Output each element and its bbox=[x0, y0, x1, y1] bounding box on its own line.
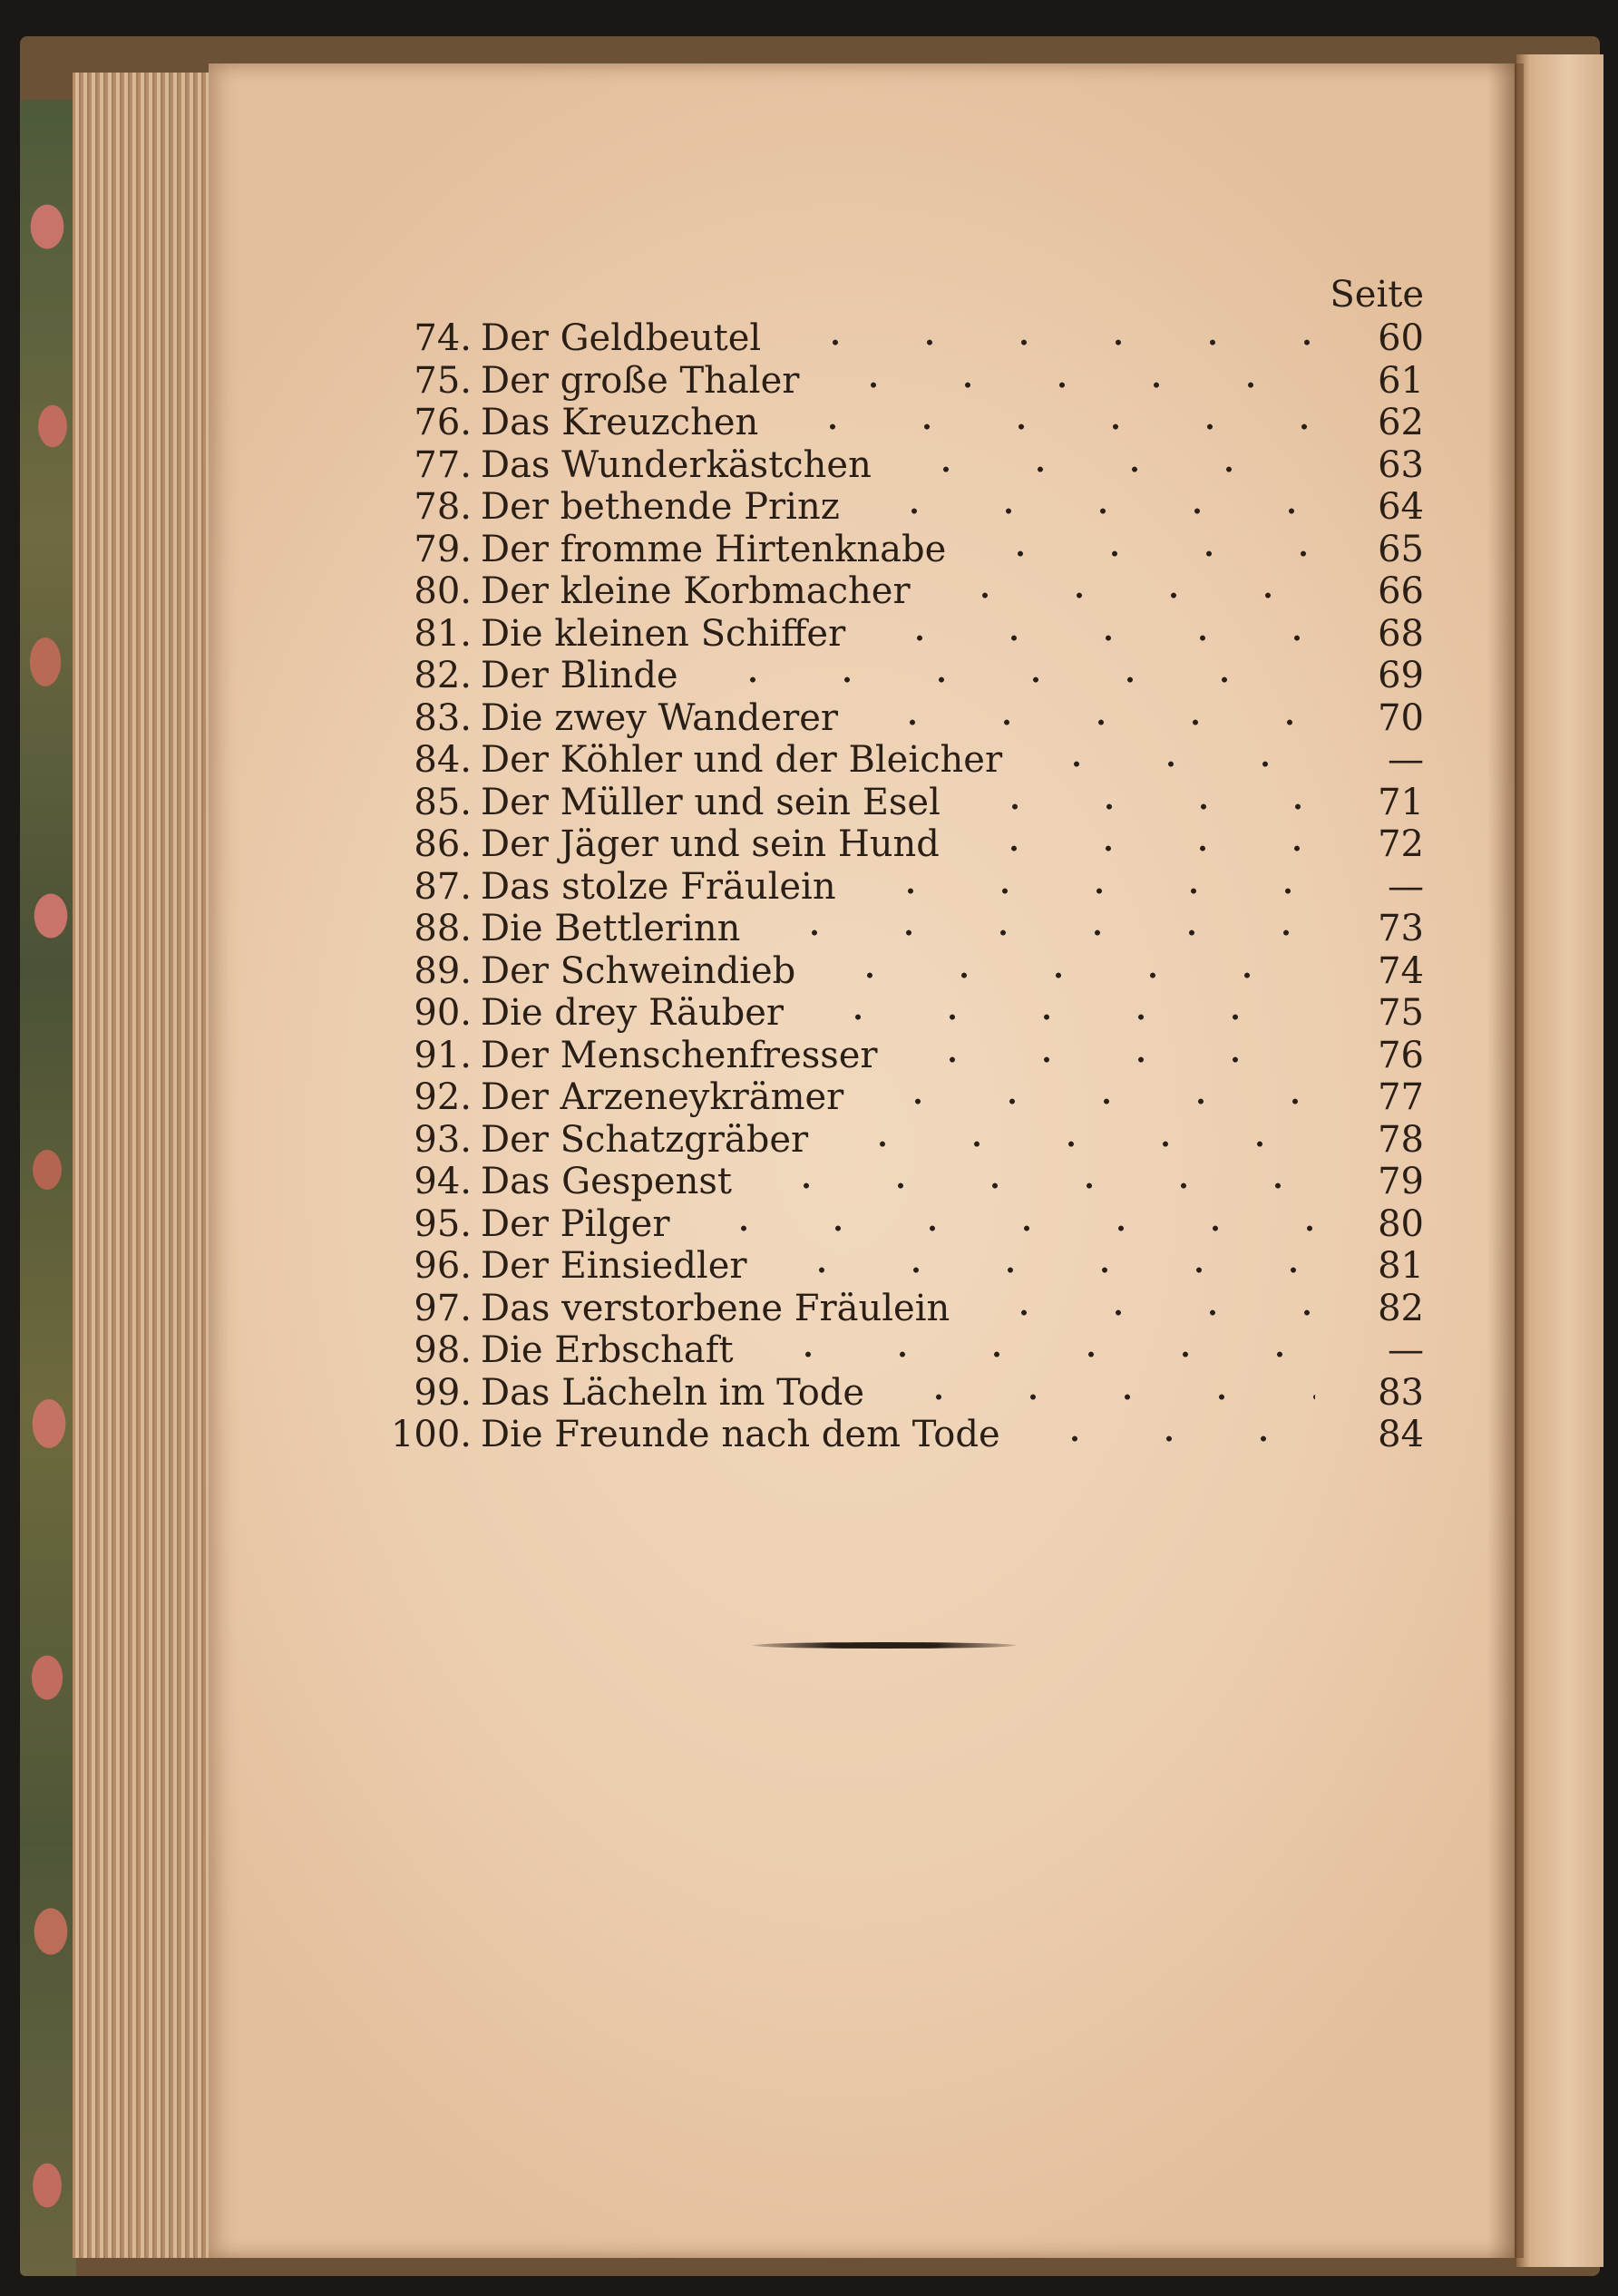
dot-leader bbox=[697, 1203, 1315, 1245]
dot-leader bbox=[1029, 739, 1315, 781]
entry-page-number: 77 bbox=[1378, 1076, 1424, 1118]
entry-title: Der große Thaler bbox=[481, 359, 800, 402]
dot-leader bbox=[767, 908, 1315, 949]
toc-entry bbox=[363, 1035, 1424, 1076]
entry-title: Das Gespenst bbox=[481, 1161, 732, 1202]
entry-page-number: — bbox=[1388, 865, 1424, 908]
entry-title: Das Lächeln im Tode bbox=[481, 1371, 865, 1414]
toc-entry bbox=[363, 1161, 1424, 1202]
entry-page-number: 62 bbox=[1378, 402, 1424, 443]
toc-entry bbox=[363, 1288, 1424, 1329]
toc-entry bbox=[363, 823, 1424, 865]
dot-leader bbox=[865, 697, 1315, 739]
entry-title: Die drey Räuber bbox=[481, 992, 785, 1034]
entry-page-number: 71 bbox=[1378, 781, 1424, 823]
entry-title: Der Menschenfresser bbox=[481, 1034, 878, 1076]
toc-entry bbox=[363, 655, 1424, 696]
entry-page-number: 80 bbox=[1378, 1202, 1424, 1245]
entry-title: Der kleine Korbmacher bbox=[481, 570, 911, 612]
entry-number: 81. bbox=[414, 612, 472, 655]
toc-entry bbox=[363, 1119, 1424, 1161]
dot-leader bbox=[977, 1288, 1315, 1329]
entry-page-number: 69 bbox=[1378, 655, 1424, 696]
entry-number: 97. bbox=[414, 1287, 472, 1329]
toc-entry bbox=[363, 402, 1424, 443]
entry-page-number: 61 bbox=[1378, 359, 1424, 402]
toc-entry bbox=[363, 444, 1424, 486]
toc-entry bbox=[363, 908, 1424, 949]
dot-leader bbox=[892, 1372, 1315, 1414]
toc-entry bbox=[363, 1414, 1424, 1455]
toc-entry bbox=[363, 866, 1424, 908]
entry-number: 86. bbox=[414, 823, 472, 865]
entry-number: 87. bbox=[414, 865, 472, 908]
entry-number: 74. bbox=[414, 317, 472, 359]
toc-entry bbox=[363, 1329, 1424, 1371]
toc-entry bbox=[363, 570, 1424, 612]
dot-leader bbox=[775, 1245, 1315, 1287]
dot-leader bbox=[823, 950, 1315, 992]
entry-title: Die Freunde nach dem Tode bbox=[481, 1414, 1000, 1455]
entry-title: Der fromme Hirtenknabe bbox=[481, 528, 947, 570]
toc-entry bbox=[363, 1245, 1424, 1287]
entry-number: 79. bbox=[414, 528, 472, 570]
entry-number: 94. bbox=[414, 1161, 472, 1202]
entry-title: Das Kreuzchen bbox=[481, 402, 759, 443]
toc-entry bbox=[363, 697, 1424, 739]
entry-title: Die kleinen Schiffer bbox=[481, 612, 846, 655]
entry-number: 82. bbox=[414, 655, 472, 696]
toc-entry bbox=[363, 739, 1424, 781]
dot-leader bbox=[788, 317, 1315, 359]
dot-leader bbox=[867, 486, 1315, 528]
closing-rule bbox=[753, 1642, 1016, 1649]
toc-entry bbox=[363, 1076, 1424, 1118]
toc-entry bbox=[363, 613, 1424, 655]
entry-page-number: 70 bbox=[1378, 696, 1424, 739]
dot-leader bbox=[899, 444, 1315, 486]
entry-number: 78. bbox=[414, 486, 472, 528]
entry-number: 83. bbox=[414, 696, 472, 739]
entry-page-number: 64 bbox=[1378, 486, 1424, 528]
entry-number: 91. bbox=[414, 1034, 472, 1076]
entry-title: Der Pilger bbox=[481, 1202, 670, 1245]
dot-leader bbox=[968, 782, 1315, 823]
entry-title: Der Schatzgräber bbox=[481, 1118, 809, 1161]
entry-page-number: 68 bbox=[1378, 612, 1424, 655]
entry-number: 98. bbox=[414, 1329, 472, 1371]
entry-title: Der Arzeneykrämer bbox=[481, 1076, 844, 1118]
entry-number: 75. bbox=[414, 359, 472, 402]
toc-entry bbox=[363, 992, 1424, 1034]
dot-leader bbox=[761, 1329, 1315, 1371]
entry-page-number: 72 bbox=[1378, 823, 1424, 865]
entry-number: 100. bbox=[390, 1414, 472, 1455]
entry-title: Die Bettlerinn bbox=[481, 908, 741, 949]
entry-number: 77. bbox=[414, 443, 472, 486]
entry-title: Der Geldbeutel bbox=[481, 317, 762, 359]
entry-page-number: 84 bbox=[1378, 1414, 1424, 1455]
entry-page-number: 66 bbox=[1378, 570, 1424, 612]
entry-page-number: 83 bbox=[1378, 1371, 1424, 1414]
dot-leader bbox=[1028, 1414, 1315, 1455]
entry-number: 92. bbox=[414, 1076, 472, 1118]
entry-title: Die zwey Wanderer bbox=[481, 696, 838, 739]
toc-entry bbox=[363, 529, 1424, 570]
entry-number: 99. bbox=[414, 1371, 472, 1414]
entry-page-number: 60 bbox=[1378, 317, 1424, 359]
toc-entry bbox=[363, 1372, 1424, 1414]
page-column-label: Seite bbox=[1330, 274, 1424, 316]
dot-leader bbox=[973, 529, 1315, 570]
entry-page-number: 73 bbox=[1378, 908, 1424, 949]
entry-title: Der Müller und sein Esel bbox=[481, 781, 941, 823]
entry-number: 89. bbox=[414, 949, 472, 992]
dot-leader bbox=[811, 992, 1315, 1034]
entry-number: 95. bbox=[414, 1202, 472, 1245]
entry-page-number: 79 bbox=[1378, 1161, 1424, 1202]
entry-title: Der Schweindieb bbox=[481, 949, 796, 992]
entry-page-number: — bbox=[1388, 739, 1424, 781]
toc-entry bbox=[363, 317, 1424, 359]
entry-title: Der Jäger und sein Hund bbox=[481, 823, 940, 865]
entry-number: 88. bbox=[414, 908, 472, 949]
dot-leader bbox=[785, 402, 1315, 443]
dot-leader bbox=[967, 823, 1315, 865]
toc-entry bbox=[363, 1203, 1424, 1245]
entry-number: 80. bbox=[414, 570, 472, 612]
entry-page-number: 82 bbox=[1378, 1287, 1424, 1329]
toc-entry bbox=[363, 782, 1424, 823]
toc-entry bbox=[363, 486, 1424, 528]
entry-number: 84. bbox=[414, 739, 472, 781]
entry-title: Der Blinde bbox=[481, 655, 678, 696]
entry-title: Das Wunderkästchen bbox=[481, 443, 872, 486]
entry-title: Der Köhler und der Bleicher bbox=[481, 739, 1003, 781]
entry-page-number: — bbox=[1388, 1329, 1424, 1371]
entry-page-number: 65 bbox=[1378, 528, 1424, 570]
entry-number: 96. bbox=[414, 1245, 472, 1287]
toc-entry bbox=[363, 360, 1424, 402]
entry-title: Die Erbschaft bbox=[481, 1329, 734, 1371]
entry-title: Das verstorbene Fräulein bbox=[481, 1287, 950, 1329]
entry-page-number: 74 bbox=[1378, 949, 1424, 992]
entry-title: Der bethende Prinz bbox=[481, 486, 840, 528]
dot-leader bbox=[835, 1119, 1315, 1161]
dot-leader bbox=[863, 866, 1315, 908]
toc-entry bbox=[363, 950, 1424, 992]
dot-leader bbox=[706, 655, 1315, 696]
entry-number: 90. bbox=[414, 992, 472, 1034]
dot-leader bbox=[759, 1161, 1315, 1202]
entry-number: 76. bbox=[414, 402, 472, 443]
entry-number: 93. bbox=[414, 1118, 472, 1161]
entry-page-number: 78 bbox=[1378, 1118, 1424, 1161]
dot-leader bbox=[905, 1035, 1315, 1076]
entry-number: 85. bbox=[414, 781, 472, 823]
dot-leader bbox=[826, 360, 1315, 402]
entry-page-number: 63 bbox=[1378, 443, 1424, 486]
dot-leader bbox=[872, 613, 1315, 655]
dot-leader bbox=[938, 570, 1315, 612]
entry-page-number: 75 bbox=[1378, 992, 1424, 1034]
entry-title: Das stolze Fräulein bbox=[481, 865, 836, 908]
entry-page-number: 81 bbox=[1378, 1245, 1424, 1287]
dot-leader bbox=[871, 1076, 1315, 1118]
entry-title: Der Einsiedler bbox=[481, 1245, 747, 1287]
entry-page-number: 76 bbox=[1378, 1034, 1424, 1076]
